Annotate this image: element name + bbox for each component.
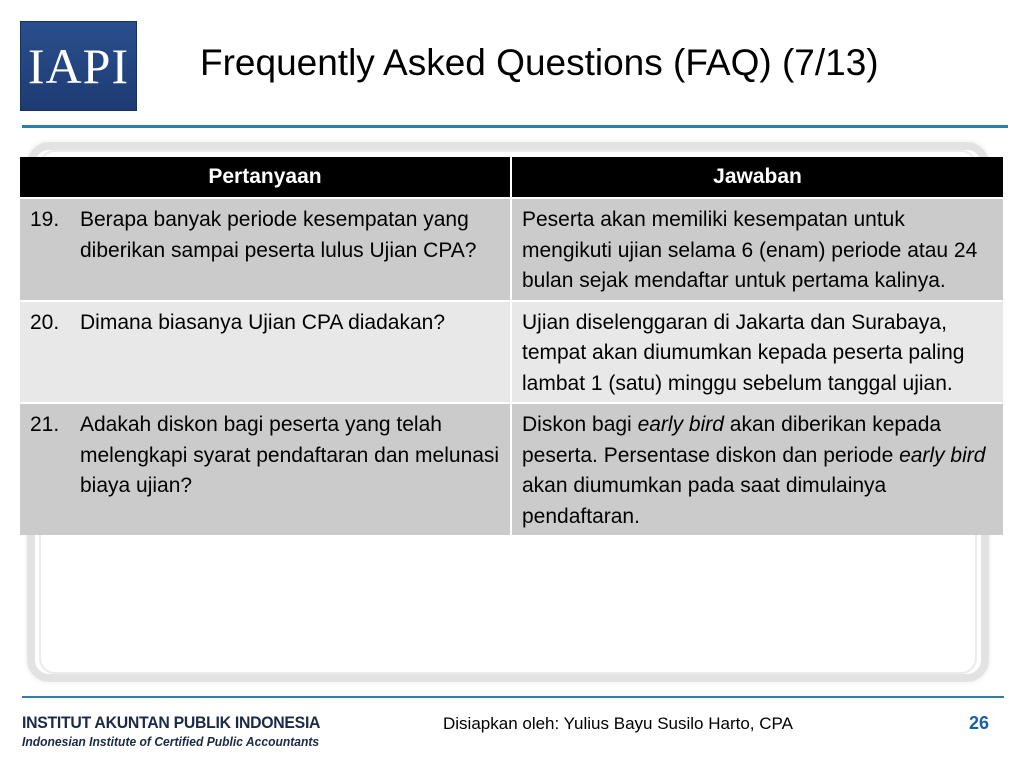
footer-org-name: INSTITUT AKUNTAN PUBLIK INDONESIA [22,713,321,732]
question-text: Adakah diskon bagi peserta yang telah melengkapi syarat pendaftaran dan melunasi biaya ujian? [80,413,500,497]
table-row [20,198,1003,301]
table-row [20,403,1003,535]
question-cell [20,403,511,535]
iapi-logo [20,21,137,111]
question-text: Dimana biasanya Ujian CPA diadakan? [80,310,445,334]
faq-table [20,157,1003,535]
question-text: Berapa banyak periode kesempatan yang diberikan sampai peserta lulus Ujian CPA? [80,208,477,262]
column-header-question: Pertanyaan [20,157,511,198]
answer-text-part: Diskon bagi [522,413,638,436]
answer-text-part: akan diberikan kepada peserta. Persentase diskon dan periode [522,413,942,467]
question-cell [20,198,511,301]
slide-title: Frequently Asked Questions (FAQ) (7/13) [200,42,879,83]
logo-text: IAPI [27,38,130,94]
table-header-row [20,157,1003,198]
table-row [20,301,1003,404]
answer-emphasis: early bird [637,413,724,436]
answer-cell: Peserta akan memiliki kesempatan untuk mengikuti ujian selama 6 (enam) periode atau 24 bulan sejak mendaftar untuk pertama kalinya. [511,198,1003,301]
bottom-divider [22,696,1004,698]
column-header-answer: Jawaban [511,157,1003,198]
footer-org-subtitle: Indonesian Institute of Certified Public Accountants [22,734,320,749]
page-number: 26 [969,713,990,733]
answer-cell: Ujian diselenggaran di Jakarta dan Surabaya, tempat akan diumumkan kepada peserta paling lambat 1 (satu) minggu sebelum tanggal ujian. [511,301,1003,404]
question-number: 19. [30,208,60,231]
question-number: 20. [30,310,60,334]
footer-prepared-by: Disiapkan oleh: Yulius Bayu Susilo Harto, CPA [443,714,793,733]
question-number: 21. [30,413,60,436]
question-cell [20,301,511,404]
answer-text-part: akan diumumkan pada saat dimulainya pendaftaran. [522,474,887,528]
answer-cell [511,403,1003,535]
top-divider [22,125,1008,128]
answer-emphasis: early bird [899,443,986,467]
